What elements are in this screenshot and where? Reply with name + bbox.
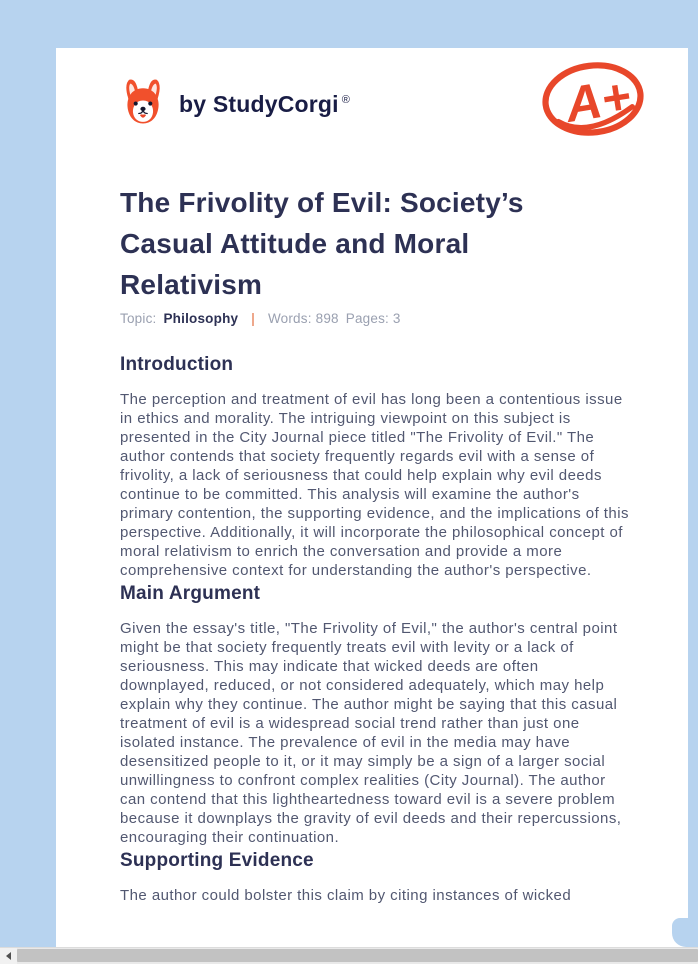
corgi-face-icon [120, 76, 166, 128]
word-count: Words: 898 [267, 311, 339, 326]
studycorgi-logo[interactable] [120, 48, 350, 128]
horizontal-scrollbar[interactable] [0, 947, 698, 964]
section-heading-introduction: Introduction [120, 354, 234, 375]
svg-text:A+: A+ [561, 67, 635, 134]
scroll-left-button[interactable] [0, 948, 17, 964]
topic-link[interactable]: Philosophy [163, 311, 239, 326]
section-body-supporting-evidence: The author could bolster this claim by citing instances of wicked [120, 887, 572, 904]
card-header [120, 48, 635, 134]
scroll-left-arrow-icon [2, 952, 11, 960]
scrollbar-thumb[interactable] [17, 949, 698, 962]
essay-meta [120, 311, 630, 326]
a-plus-badge [540, 58, 646, 140]
registered-trademark: ® [341, 93, 351, 106]
essay-card [56, 48, 688, 964]
section-body-introduction: The perception and treatment of evil has long been a contentious issue in ethics and morality. The intriguing viewpoint on this subject is presented in the City Journal piece titled "The Frivolity of Evil." The author contends that society frequently regards evil with a sense of frivolity, a lack of seriousness that could help explain why evil deeds continue to be committed. This analysis will examine the author's primary contention, the supporting evidence, and the implications of this perspective. Additionally, it will incorporate the philosophical concept of moral relativism to enrich the conversation and provide a more comprehensive context for understanding the author's perspective. [120, 391, 629, 579]
essay-title: The Frivolity of Evil: Society’s Casual Attitude and Moral Relativism [120, 187, 524, 300]
meta-divider: | [251, 311, 255, 326]
brand-text: by StudyCorgi ® [179, 90, 351, 117]
page-count: Pages: 3 [345, 311, 401, 326]
a-plus-stamp-icon [540, 58, 646, 140]
section-heading-supporting-evidence: Supporting Evidence [120, 850, 314, 871]
topic-label: Topic: [120, 311, 157, 326]
section-body-main-argument: Given the essay's title, "The Frivolity of Evil," the author's central point might be that society frequently treats evil with levity or a lack of seriousness. This may indicate that wicked deeds are often downplayed, reduced, or not considered adequately, which may help explain why they continue. The author might be saying that this casual treatment of evil is a widespread social trend rather than just one isolated instance. The prevalence of evil in the media may have desensitized people to it, or it may simply be a sign of a larger social unwillingness to confront complex realities (City Journal). The author can contend that this lightheartedness toward evil is a severe problem because it downplays the gravity of evil deeds and their repercussions, encouraging their continuation. [120, 620, 622, 846]
background-corner-shape [672, 918, 698, 947]
section-heading-main-argument: Main Argument [120, 583, 261, 604]
